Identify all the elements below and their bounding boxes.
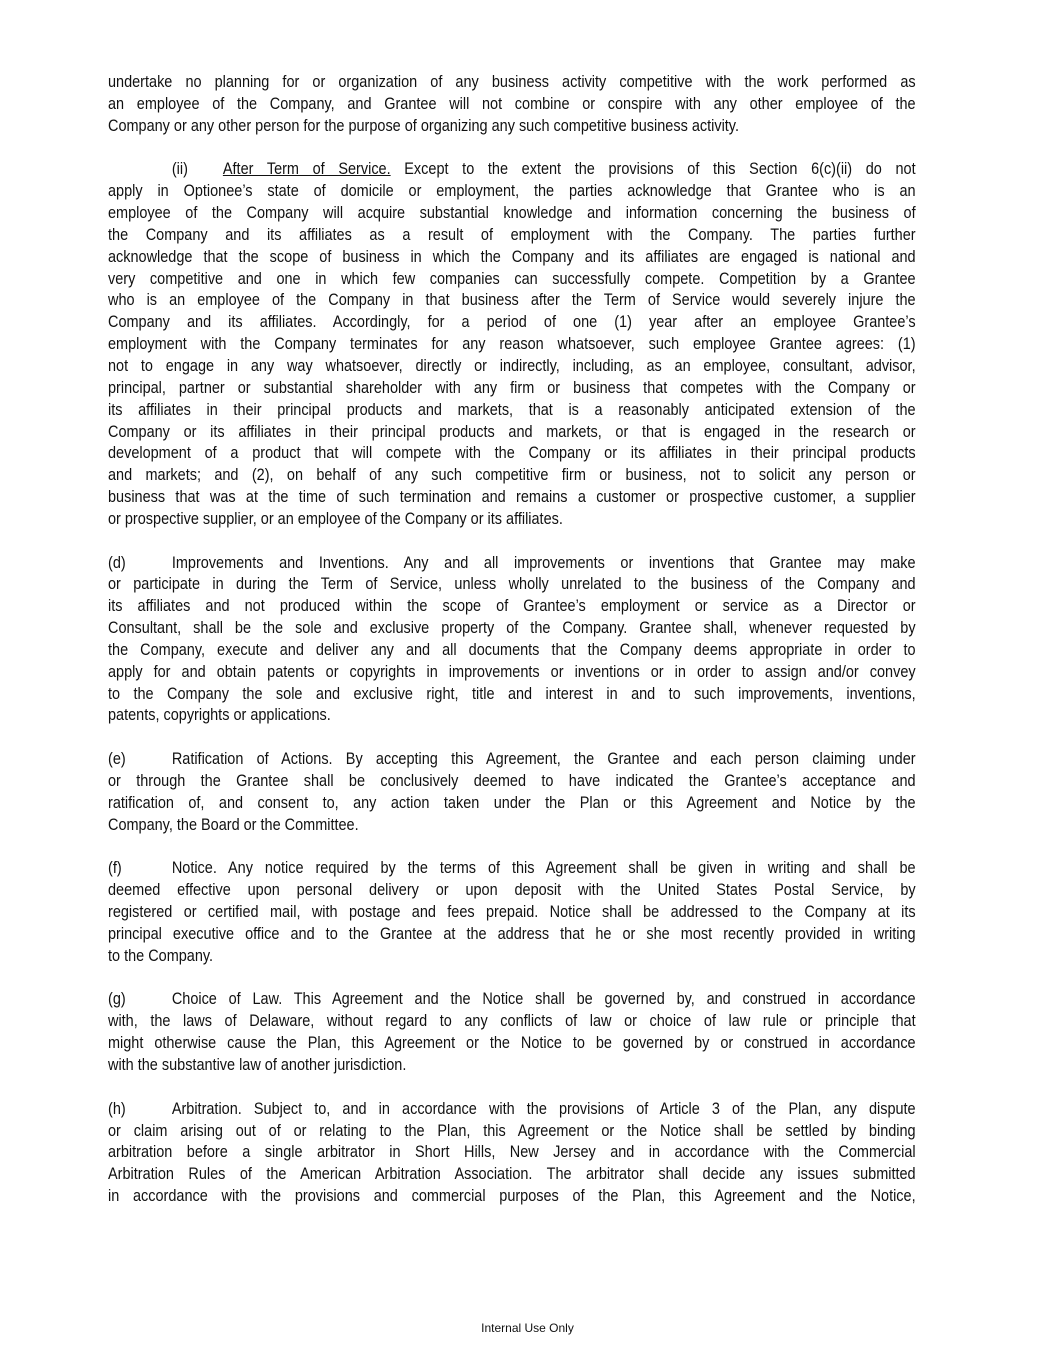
paragraph-line: development of a product that will compete with the Company or its affiliates in their principal products — [108, 443, 916, 463]
paragraph-line: the Company, execute and deliver any and all documents that the Company deems appropriate in order to — [108, 639, 916, 659]
paragraph-line: principal executive office and to the Grantee at the address that he or she most recently provided in writing — [108, 923, 916, 943]
paragraph-line: patents, copyrights or applications. — [108, 705, 331, 725]
paragraph-line: the Company and its affiliates as a result of employment with the Company. The parties further — [108, 224, 916, 244]
paragraph — [108, 748, 916, 835]
paragraph-line: Company or its affiliates in their principal products and markets, or that is engaged in the research or — [108, 421, 916, 441]
paragraph-line: apply for and obtain patents or copyrights in improvements or inventions or in order to assign and/or convey — [108, 661, 916, 681]
paragraph — [108, 158, 916, 529]
paragraph-label: (ii) — [171, 159, 188, 179]
paragraph-text: Choice of Law. This Agreement and the Notice shall be governed by, and construed in accordance — [171, 989, 916, 1009]
paragraph-label: (f) — [108, 858, 122, 878]
paragraph-label: (e) — [108, 749, 126, 769]
paragraph-text: Arbitration. Subject to, and in accordance with the provisions of Article 3 of the Plan, any dispute — [171, 1098, 916, 1118]
paragraph-line: who is an employee of the Company in that business after the Term of Service would severely injure the — [108, 290, 916, 310]
paragraph-line — [108, 158, 916, 180]
paragraph — [108, 988, 916, 1075]
page-footer: Internal Use Only — [481, 1321, 574, 1335]
paragraph-line: with, the laws of Delaware, without regard to any conflicts of law or choice of law rule or principle that — [108, 1011, 916, 1031]
paragraph-line: Company or any other person for the purpose of organizing any such competitive business activity. — [108, 115, 739, 135]
paragraph — [108, 552, 916, 727]
paragraph-line: business that was at the time of such termination and remains a customer or prospective customer, a supplier — [108, 487, 916, 507]
paragraph-line — [108, 1098, 916, 1120]
paragraph-text: Improvements and Inventions. Any and all improvements or inventions that Grantee may make — [171, 552, 916, 572]
paragraph-text: Notice. Any notice required by the terms of this Agreement shall be given in writing and shall be — [171, 858, 916, 878]
paragraph-line: apply in Optionee’s state of domicile or employment, the parties acknowledge that Grantee who is an — [108, 181, 916, 201]
paragraph-line: arbitration before a single arbitrator in Short Hills, New Jersey and in accordance with the Commercial — [108, 1142, 916, 1162]
paragraph-line: its affiliates and not produced within the scope of Grantee’s employment or service as a Director or — [108, 596, 916, 616]
paragraph-line: employment with the Company terminates for any reason whatsoever, such employee Grantee agrees: (1) — [108, 334, 916, 354]
paragraph-line: very competitive and one in which few companies can successfully compete. Competition by a Grantee — [108, 268, 916, 288]
paragraph-line: with the substantive law of another jurisdiction. — [108, 1054, 407, 1074]
paragraph-line — [108, 748, 916, 770]
paragraph-line: an employee of the Company, and Grantee will not combine or conspire with any other employee of the — [108, 93, 916, 113]
paragraph-line: or prospective supplier, or an employee of the Company or its affiliates. — [108, 508, 563, 528]
paragraph-label: (d) — [108, 552, 126, 572]
paragraph-line: undertake no planning for or organization of any business activity competitive with the work performed as — [108, 72, 916, 91]
paragraph-line: in accordance with the provisions and commercial purposes of the Plan, this Agreement and the Notice, — [108, 1186, 916, 1206]
paragraph-line: registered or certified mail, with postage and fees prepaid. Notice shall be addressed to the Company at its — [108, 902, 916, 922]
paragraph-line: acknowledge that the scope of business in which the Company and its affiliates are engaged is national and — [108, 246, 916, 266]
paragraph-line: or participate in during the Term of Service, unless wholly unrelated to the business of the Company and — [108, 574, 916, 594]
paragraph-line: and markets; and (2), on behalf of any such competitive firm or business, not to solicit any person or — [108, 465, 916, 485]
paragraph-line: might otherwise cause the Plan, this Agreement or the Notice to be governed by or construed in accordance — [108, 1033, 916, 1053]
paragraph-line: or claim arising out of or relating to the Plan, this Agreement or the Notice shall be settled by binding — [108, 1120, 916, 1140]
paragraph-line: to the Company. — [108, 945, 214, 965]
section-heading: After Term of Service. — [222, 159, 391, 179]
paragraph-label: (g) — [108, 989, 126, 1009]
paragraph-line: or through the Grantee shall be conclusively deemed to have indicated the Grantee’s acceptance and — [108, 771, 916, 790]
paragraph-line: deemed effective upon personal delivery or upon deposit with the United States Postal Service, by — [108, 880, 916, 900]
document-body — [108, 71, 916, 1229]
paragraph-line — [108, 857, 916, 879]
paragraph-line: not to engage in any way whatsoever, directly or indirectly, including, as an employee, consultant, advisor, — [108, 355, 916, 375]
paragraph-line: its affiliates in their principal products and markets, that is a reasonably anticipated extension of the — [108, 399, 916, 419]
paragraph-text: Except to the extent the provisions of this Section 6(c)(ii) do not — [390, 159, 916, 179]
paragraph-label: (h) — [108, 1098, 126, 1118]
paragraph-line: principal, partner or substantial shareholder with any firm or business that competes with the Company or — [108, 377, 916, 397]
paragraph-line: Consultant, shall be the sole and exclusive property of the Company. Grantee shall, whenever requested by — [108, 618, 916, 638]
paragraph-line — [108, 988, 916, 1010]
paragraph — [108, 1098, 916, 1207]
paragraph-line: Company and its affiliates. Accordingly, for a period of one (1) year after an employee Grantee’s — [108, 312, 916, 332]
paragraph-line — [108, 552, 916, 574]
paragraph-line: Arbitration Rules of the American Arbitration Association. The arbitrator shall decide any issues submitted — [108, 1164, 916, 1184]
paragraph-line: ratification of, and consent to, any action taken under the Plan or this Agreement and Notice by the — [108, 792, 916, 812]
paragraph-line: employee of the Company will acquire substantial knowledge and information concerning the business of — [108, 203, 916, 223]
paragraph-text: Ratification of Actions. By accepting this Agreement, the Grantee and each person claiming under — [171, 749, 916, 769]
paragraph — [108, 71, 916, 137]
paragraph — [108, 857, 916, 966]
paragraph-line: to the Company the sole and exclusive right, title and interest in and to such improvements, inventions, — [108, 683, 916, 703]
paragraph-line: Company, the Board or the Committee. — [108, 814, 359, 834]
